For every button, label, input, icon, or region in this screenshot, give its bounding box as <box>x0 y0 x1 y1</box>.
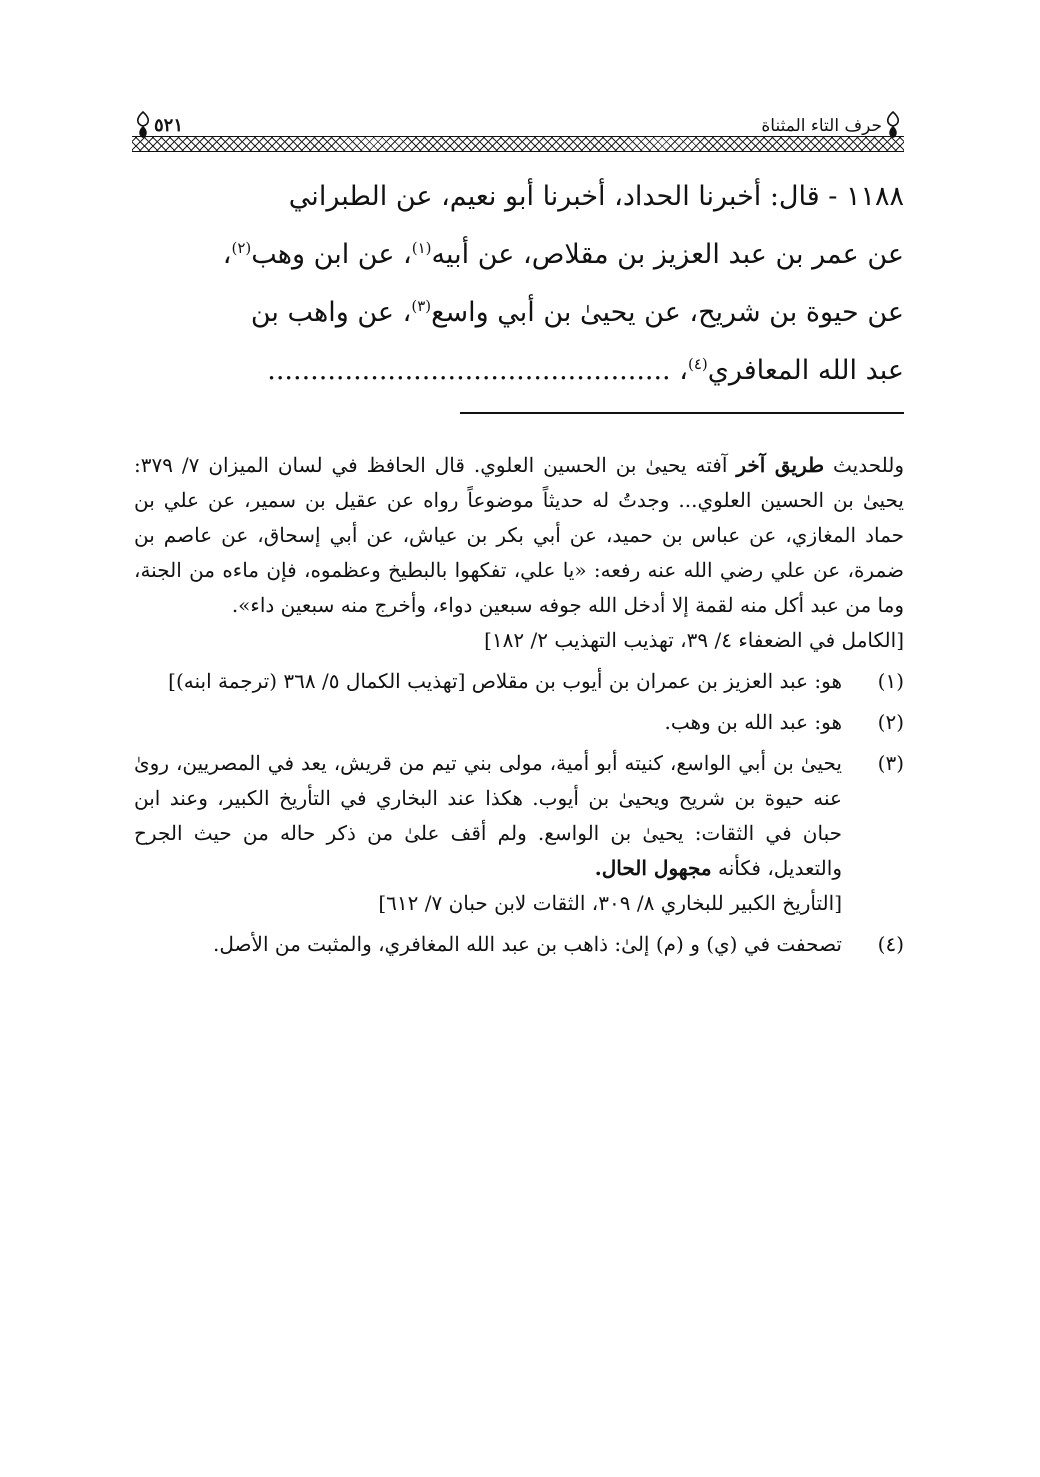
footnote-ref-2[interactable]: (٢) <box>231 239 252 257</box>
footnote-number: (٤) <box>877 932 904 956</box>
footnote-bold: مجهول الحال. <box>594 856 712 880</box>
commentary-paragraph: وللحديث طريق آخر آفته يحيىٰ بن الحسين العلوي. قال الحافظ في لسان الميزان ٧/ ٣٧٩: يحيىٰ بن الحسين العلوي... وجدتُ له حديثاً موضوعاً رواه عن عقيل بن سمير، عن علي بن حماد المغازي، عن عباس بن حميد، عن أبي بكر بن عياش، عن أبي إسحاق، عن عاصم بن ضمرة، عن علي رضي الله عنه رفعه: «يا علي، تفكهوا بالبطيخ وعظموه، فإن ماءه من الجنة، وما من عبد أكل منه لقمة إلا أدخل الله جوفه سبعين دواء، وأخرج منه سبعين داء». [الكامل في الضعفاء ٤/ ٣٩، تهذيب التهذيب ٢/ ١٨٢] <box>134 448 904 658</box>
footnote-ref-4[interactable]: (٤) <box>687 355 708 373</box>
footnote-separator <box>460 412 904 414</box>
footnote-citation: [التأريخ الكبير للبخاري ٨/ ٣٠٩، الثقات لابن حبان ٧/ ٦١٢] <box>378 891 842 915</box>
footnote-3 <box>134 746 904 921</box>
footnotes <box>134 448 904 962</box>
footnote-number: (١) <box>877 669 904 693</box>
footnote-text: يحيىٰ بن أبي الواسع، كنيته أبو أمية، مولى بني تيم من قريش، يعد في المصريين، روىٰ عنه حيوة بن شريح ويحيىٰ بن أيوب. هكذا عند البخاري في التأريخ الكبير، وعند ابن حبان في الثقات: يحيىٰ بن الواسع. ولم أقف علىٰ من ذكر حاله من حيث الجرح والتعديل، فكأنه <box>134 751 842 880</box>
header-decorative-rule <box>132 136 904 152</box>
footnote-text: هو: عبد الله بن وهب. <box>664 710 842 734</box>
commentary-citation: [الكامل في الضعفاء ٤/ ٣٩، تهذيب التهذيب ٢/ ١٨٢] <box>484 628 904 652</box>
page-number: ٥٢١ <box>154 115 184 136</box>
footnote-ref-1[interactable]: (١) <box>411 239 432 257</box>
footnote-ref-3[interactable]: (٣) <box>411 297 432 315</box>
hadith-line-1: ١١٨٨ - قال: أخبرنا الحداد، أخبرنا أبو نعيم، عن الطبراني <box>288 181 904 212</box>
hadith-line-3: عن حيوة بن شريح، عن يحيىٰ بن أبي واسع$^{(٣)}$، عن واهب بن <box>250 297 904 328</box>
footnote-number: (٢) <box>877 710 904 734</box>
footnote-text: هو: عبد العزيز بن عمران بن أيوب بن مقلاص [تهذيب الكمال ٥/ ٣٦٨ (ترجمة ابنه)] <box>168 669 842 693</box>
footnote-4 <box>134 927 904 962</box>
hadith-text <box>134 168 904 400</box>
hadith-line-2: عن عمر بن عبد العزيز بن مقلاص، عن أبيه$^{(١)}$، عن ابن وهب$^{(٢)}$، <box>222 239 904 270</box>
footnote-text: تصحفت في (ي) و (م) إلىٰ: ذاهب بن عبد الله المغافري، والمثبت من الأصل. <box>213 932 842 956</box>
footnote-1 <box>134 664 904 699</box>
footnote-number: (٣) <box>877 751 904 775</box>
running-header <box>132 104 904 150</box>
footnote-2 <box>134 705 904 740</box>
chapter-title: حرف التاء المثناة <box>761 116 882 136</box>
hadith-line-4: عبد الله المعافري$^{(٤)}$، ............................................... <box>267 355 904 386</box>
commentary-bold: طريق آخر <box>736 453 825 477</box>
